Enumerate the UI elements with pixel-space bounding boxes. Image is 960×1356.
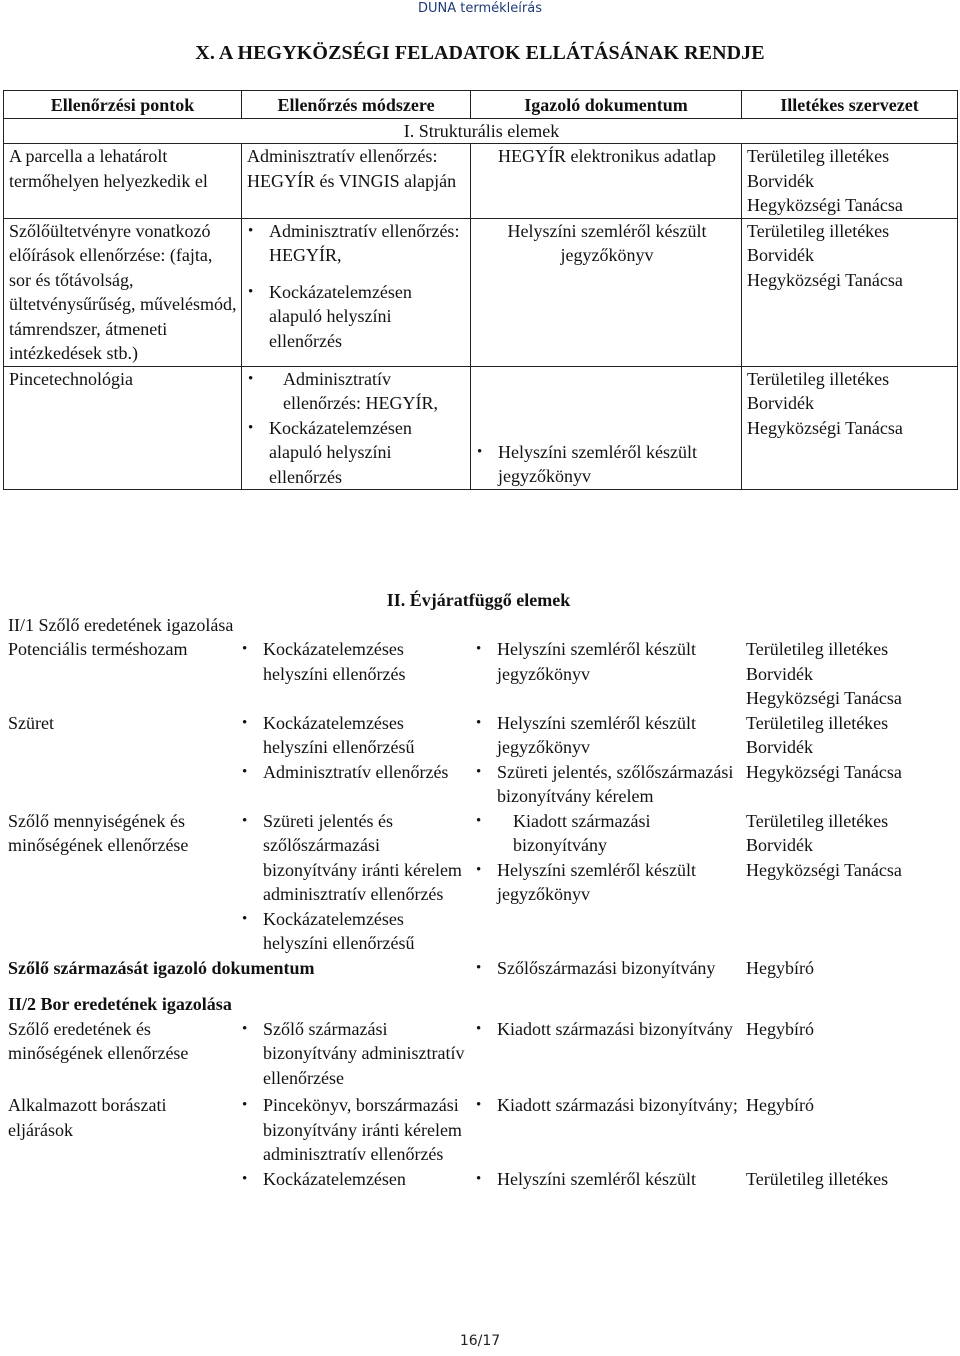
supporting-document: • Szőlőszármazási bizonyítvány: [470, 956, 741, 981]
table-row: [3, 1167, 957, 1192]
supporting-document: • Helyszíni szemléről készült: [470, 1167, 741, 1192]
subsection-row: [3, 980, 957, 1017]
responsible-org: Területileg illetékes Borvidék Hegyközségi Tanácsa: [746, 712, 902, 782]
chapter-title: X. A HEGYKÖZSÉGI FELADATOK ELLÁTÁSÁNAK RENDJE: [195, 42, 765, 64]
control-point: Szőlő mennyiségének és minőségének ellenőrzése: [8, 810, 189, 855]
responsible-org: Területileg illetékes: [746, 1168, 889, 1189]
table-row: [3, 1017, 957, 1091]
control-point: A parcella a lehatárolt termőhelyen helyezkedik el: [4, 144, 242, 219]
section-title: I. Strukturális elemek: [4, 118, 958, 144]
list-item: • Helyszíni szemléről készült jegyzőkönyv: [476, 440, 738, 489]
control-method: [242, 218, 471, 366]
supporting-document: • Kiadott származási bizonyítvány;: [470, 1090, 741, 1167]
list-item: • Kockázatelemzésen alapuló helyszíni ellenőrzés: [247, 416, 467, 490]
control-method: • Kockázatelemzésen: [236, 1167, 470, 1192]
table-row: [3, 956, 957, 981]
table-row: [4, 218, 958, 366]
section-row: [3, 588, 957, 613]
supporting-document: [471, 366, 742, 490]
control-table-vintage: [3, 588, 957, 1191]
control-point: [3, 1167, 236, 1192]
control-method: • Szőlő származási bizonyítvány adminisztratív ellenőrzése: [236, 1017, 470, 1091]
table-row: [4, 144, 958, 219]
control-point: Szőlő eredetének és minőségének ellenőrzése: [8, 1018, 189, 1063]
column-header-row: [4, 91, 958, 119]
table-row: [3, 1090, 957, 1167]
column-header: Ellenőrzés módszere: [242, 91, 471, 119]
section-row: [4, 118, 958, 144]
responsible-org: Területileg illetékes Borvidék Hegyközségi Tanácsa: [742, 366, 958, 490]
responsible-org: Hegybíró: [746, 1095, 814, 1115]
control-point: Szőlő származását igazoló dokumentum: [8, 957, 315, 978]
control-point: Alkalmazott borászati eljárások: [8, 1095, 167, 1140]
responsible-org: Területileg illetékes Borvidék Hegyközségi Tanácsa: [746, 639, 902, 708]
supporting-document: • Helyszíni szemléről készült jegyzőkönyv: [470, 637, 741, 711]
column-header: Illetékes szervezet: [742, 91, 958, 119]
control-method: • Kockázatelemzéses helyszíni ellenőrzésű • Adminisztratív ellenőrzés: [236, 711, 470, 809]
table-row: [3, 809, 957, 956]
subsection-row: [3, 613, 957, 638]
list-item: • Adminisztratív ellenőrzés: HEGYÍR,: [247, 219, 467, 268]
responsible-org: Hegybíró: [746, 957, 814, 978]
control-method: [242, 366, 471, 490]
column-header: Igazoló dokumentum: [471, 91, 742, 119]
control-table-structural: [3, 90, 958, 490]
responsible-org: Területileg illetékes Borvidék Hegyközségi Tanácsa: [742, 218, 958, 366]
page-header: DUNA termékleírás: [418, 1, 542, 16]
page-number: 16/17: [459, 1333, 501, 1349]
control-method: Adminisztratív ellenőrzés: HEGYÍR és VINGIS alapján: [242, 144, 471, 219]
supporting-document: HEGYÍR elektronikus adatlap: [471, 144, 742, 219]
column-header: Ellenőrzési pontok: [4, 91, 242, 119]
responsible-org: Hegybíró: [746, 1018, 814, 1039]
responsible-org: Területileg illetékes Borvidék Hegyközségi Tanácsa: [746, 810, 902, 880]
table-row: [3, 637, 957, 711]
control-point: Pincetechnológia: [4, 366, 242, 490]
supporting-document: Helyszíni szemléről készült jegyzőkönyv: [471, 218, 742, 366]
supporting-document: • Kiadott származási bizonyítvány: [470, 1017, 741, 1091]
subsection-title: II/1 Szőlő eredetének igazolása: [8, 614, 234, 635]
control-point: Szőlőültetvényre vonatkozó előírások ellenőrzése: (fajta, sor és tőtávolság, ültetvénysűrűség, művelésmód, támrendszer, átmeneti intézkedések stb.): [4, 218, 242, 366]
control-point: Potenciális terméshozam: [8, 639, 188, 659]
control-point: Szüret: [8, 712, 54, 733]
list-item: • Adminisztratív ellenőrzés: HEGYÍR,: [247, 367, 467, 416]
control-method: • Kockázatelemzéses helyszíni ellenőrzés: [236, 637, 470, 711]
control-method: • Pincekönyv, borszármazási bizonyítvány iránti kérelem adminisztratív ellenőrzés: [236, 1090, 470, 1167]
supporting-document: • Helyszíni szemléről készült jegyzőkönyv • Szüreti jelentés, szőlőszármazási bizonyítvány kérelem: [470, 711, 741, 809]
section-title: II. Évjáratfüggő elemek: [386, 590, 571, 610]
list-item: • Kockázatelemzésen alapuló helyszíni ellenőrzés: [247, 280, 467, 354]
subsection-title: II/2 Bor eredetének igazolása: [8, 994, 232, 1014]
table-row: [4, 366, 958, 490]
supporting-document: • Kiadott származási bizonyítvány • Helyszíni szemléről készült jegyzőkönyv: [470, 809, 741, 956]
control-method: • Szüreti jelentés és szőlőszármazási bizonyítvány iránti kérelem adminisztratív ellenőrzés • Kockázatelemzéses helyszíni ellenőrzésű: [236, 809, 470, 956]
responsible-org: Területileg illetékes Borvidék Hegyközségi Tanácsa: [742, 144, 958, 219]
table-row: [3, 711, 957, 809]
